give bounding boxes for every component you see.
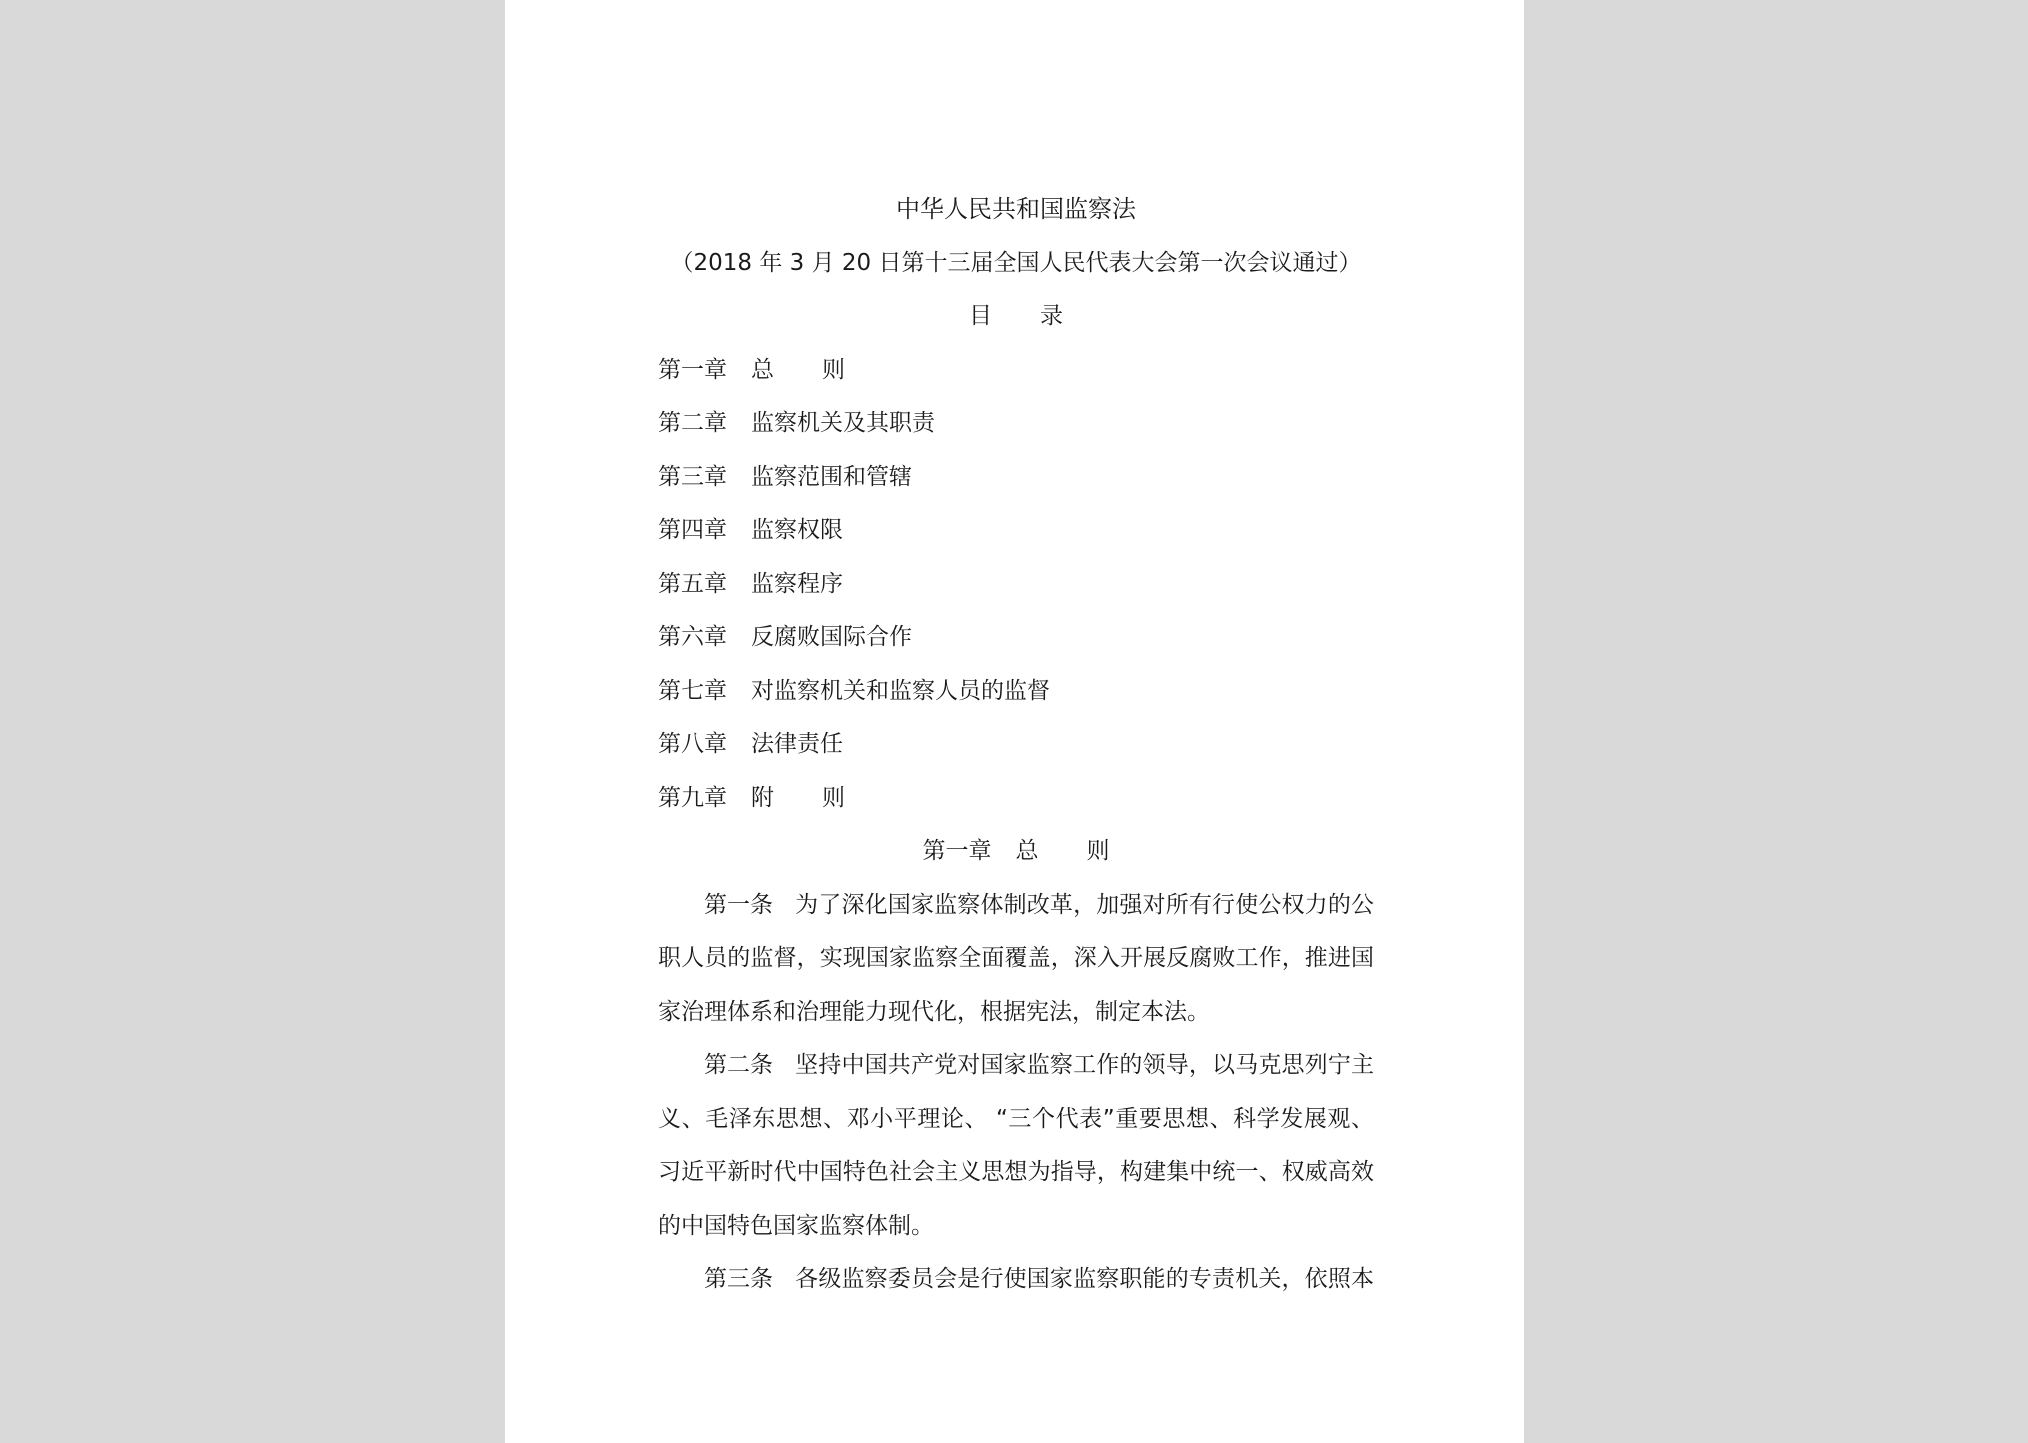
toc-item-title: 则 <box>822 356 845 383</box>
toc-item-title: 总 <box>751 356 774 383</box>
document-title: 中华人民共和国监察法 <box>896 195 1136 223</box>
article-line <box>658 1253 1374 1307</box>
article <box>658 1253 1374 1307</box>
article-number: 第三条 <box>704 1266 773 1292</box>
toc-item-title: 监察范围和管辖 <box>751 463 912 490</box>
article <box>658 879 1374 1040</box>
article-text: 坚持中国共产党对国家监察工作的领导，以马克思列宁主 <box>795 1052 1374 1078</box>
chapter-number: 第一章 <box>922 838 992 864</box>
toc-item-title: 监察程序 <box>751 570 843 597</box>
toc-item-number: 第四章 <box>658 517 727 543</box>
article-number: 第二条 <box>704 1052 773 1078</box>
article-line <box>658 879 1374 933</box>
toc-item[interactable] <box>658 718 1374 772</box>
article-line: 的中国特色国家监察体制。 <box>658 1212 934 1239</box>
toc-item-title: 则 <box>822 784 845 811</box>
toc-heading-part: 目 <box>969 303 992 329</box>
article-line <box>658 1039 1374 1093</box>
article-text: 各级监察委员会是行使国家监察职能的专责机关，依照本 <box>795 1266 1374 1292</box>
toc-item-title: 监察机关及其职责 <box>751 410 935 436</box>
toc-item-number: 第三章 <box>658 463 727 490</box>
chapter-title: 总 <box>1015 838 1039 864</box>
chapter-heading <box>658 825 1374 879</box>
chapter-title: 则 <box>1086 838 1110 864</box>
toc-item-title: 对监察机关和监察人员的监督 <box>751 677 1050 704</box>
toc-heading <box>658 290 1374 344</box>
toc-item-number: 第六章 <box>658 624 727 650</box>
toc-item-title: 监察权限 <box>751 517 843 543</box>
toc-item[interactable] <box>658 344 1374 398</box>
toc-item-number: 第五章 <box>658 570 727 597</box>
article <box>658 1039 1374 1253</box>
document-subtitle: （2018 年 3 月 20 日第十三届全国人民代表大会第一次会议通过） <box>670 249 1362 276</box>
article-line: 义、毛泽东思想、邓小平理论、 “三个代表”重要思想、科学发展观、 <box>658 1105 1374 1132</box>
toc-item-number: 第二章 <box>658 410 727 436</box>
toc-item[interactable] <box>658 397 1374 451</box>
toc-item-title: 法律责任 <box>751 731 843 757</box>
toc-item[interactable] <box>658 665 1374 719</box>
document-page <box>505 0 1524 1443</box>
article-text: 为了深化国家监察体制改革，加强对所有行使公权力的公 <box>795 891 1374 918</box>
article-number: 第一条 <box>704 891 773 918</box>
toc-item[interactable] <box>658 611 1374 665</box>
article-line: 职人员的监督，实现国家监察全面覆盖，深入开展反腐败工作，推进国 <box>658 945 1374 971</box>
toc-item-title: 反腐败国际合作 <box>751 624 912 650</box>
toc-item-title: 附 <box>751 784 774 811</box>
article-line: 家治理体系和治理能力现代化，根据宪法，制定本法。 <box>658 998 1210 1025</box>
toc-item-number: 第一章 <box>658 356 727 383</box>
toc-item[interactable] <box>658 504 1374 558</box>
toc-item-number: 第九章 <box>658 784 727 811</box>
toc-item[interactable] <box>658 558 1374 612</box>
article-line: 习近平新时代中国特色社会主义思想为指导，构建集中统一、权威高效 <box>658 1159 1374 1185</box>
toc-heading-part: 录 <box>1040 303 1063 329</box>
toc-item[interactable] <box>658 772 1374 826</box>
toc-item-number: 第八章 <box>658 731 727 757</box>
document-content <box>658 183 1374 1307</box>
toc-item-number: 第七章 <box>658 677 727 704</box>
toc-item[interactable] <box>658 451 1374 505</box>
